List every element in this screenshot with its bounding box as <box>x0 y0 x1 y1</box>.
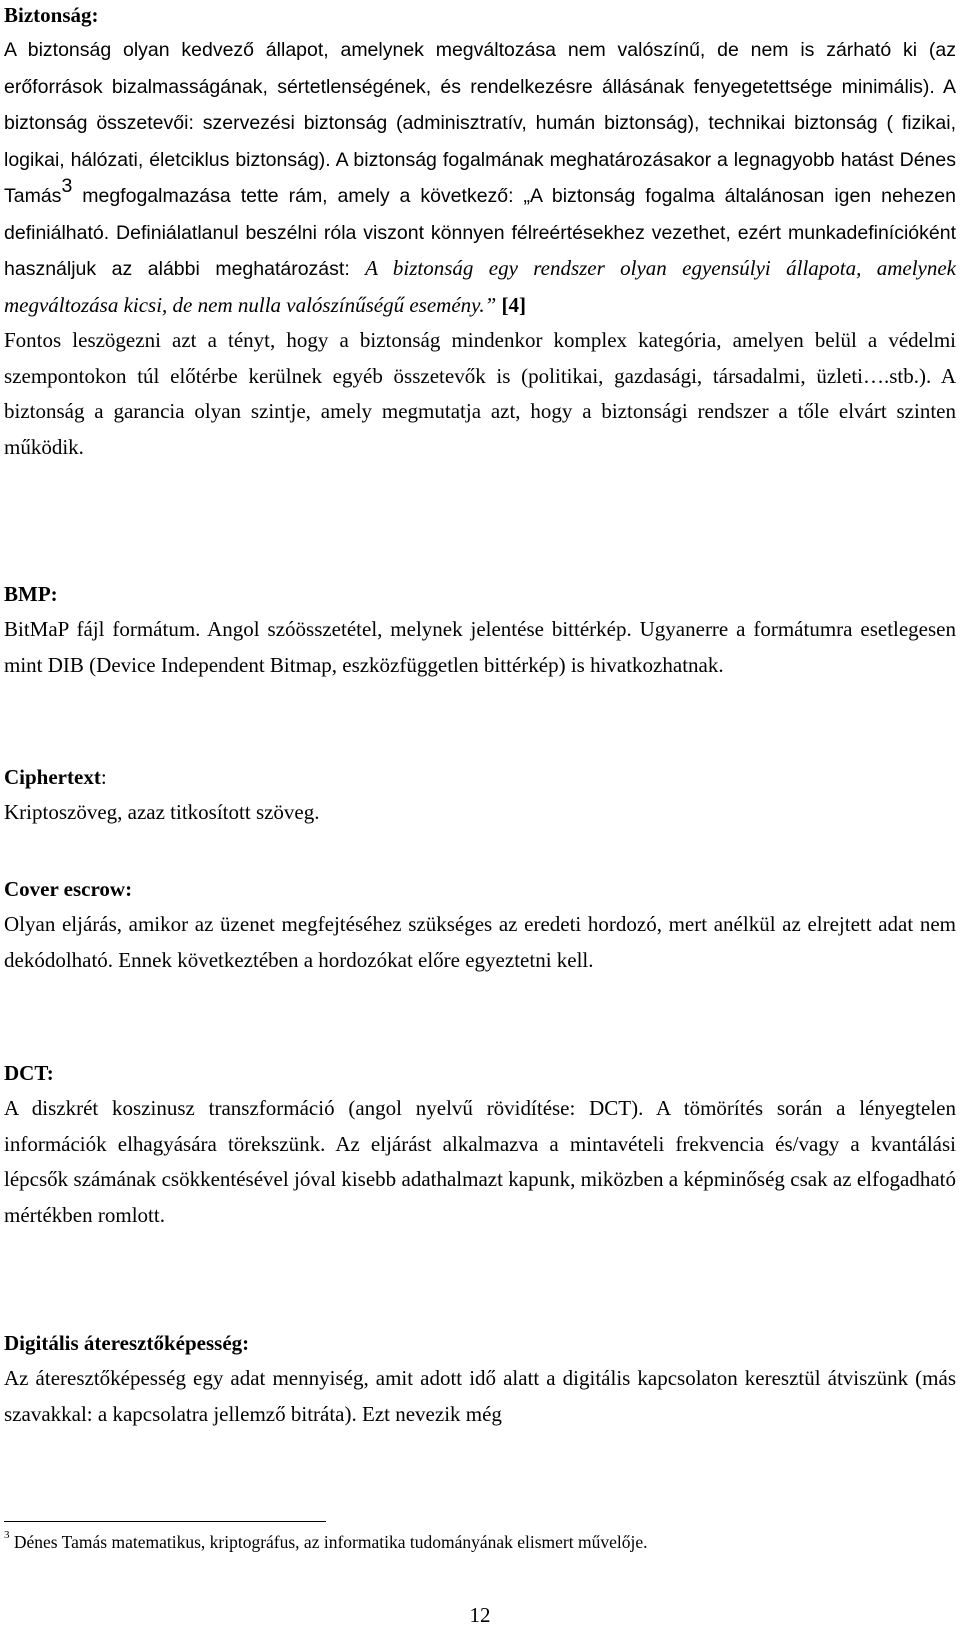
section-digitalis-ateresztokepesseg <box>4 1330 956 1432</box>
definition-paragraph: BitMaP fájl formátum. Angol szóösszetétel, melynek jelentése bittérkép. Ugyanerre a formátumra esetlegesen mint DIB (Device Independent Bitmap, eszközfüggetlen bittérkép) is hivatkozhatnak. <box>4 617 956 677</box>
definition-paragraph: Fontos leszögezni azt a tényt, hogy a biztonság mindenkor komplex kategória, amelyen belül a védelmi szempontokon túl előtérbe kerülnek egyéb összetevők is (politikai, gazdasági, társadalmi, üzleti….stb.). A biztonság a garancia olyan szintje, amely megmutatja azt, hogy a biztonsági rendszer a tőle elvárt szinten működik. <box>4 328 956 459</box>
paragraph-text: megfogalmazása tette rám, amely a következő: „A biztonság fogalma általánosan igen nehezen definiálható. Definiálatlanul beszélni róla viszont könnyen félreértésekhez vezethet, ezért munkadefinícióként használjuk az alábbi meghatározást: <box>4 185 956 280</box>
term-text: Ciphertext <box>4 765 101 789</box>
term-colon: : <box>100 765 107 789</box>
term-heading: BMP: <box>4 582 58 606</box>
footnote-divider <box>4 1521 326 1522</box>
definition-paragraph: Az áteresztőképesség egy adat mennyiség, amit adott idő alatt a digitális kapcsolaton keresztül átviszünk (más szavakkal: a kapcsolatra jellemző bitráta). Ezt nevezik még <box>4 1366 956 1426</box>
term-heading: DCT: <box>4 1061 54 1085</box>
italic-definition: A biztonság egy rendszer olyan egyensúlyi állapota, amelynek megváltozása kicsi, de nem nulla valószínűségű esemény.” <box>4 256 957 317</box>
paragraph-text: A biztonság olyan kedvező állapot, amelynek megváltozása nem valószínű, de nem is zárható ki (az erőforrások bizalmasságának, sértetlenségének, és rendelkezésre állásának fenyegetettsége minimális). A biztonság összetevői: szervezési biztonság (adminisztratív, humán biztonság), technikai biztonság ( fizikai, logikai, hálózati, életciklus biztonság). A biztonság fogalmának meghatározásakor a legnagyobb hatást Dénes Tamás <box>4 39 956 207</box>
term-heading: Digitális áteresztőképesség: <box>4 1331 250 1355</box>
page-number: 12 <box>469 1603 491 1627</box>
term-heading: Biztonság: <box>4 3 99 27</box>
section-biztonsag <box>4 2 956 465</box>
term-heading <box>4 764 956 790</box>
citation-reference: [4] <box>501 292 526 317</box>
definition-paragraph: A diszkrét koszinusz transzformáció (angol nyelvű rövidítése: DCT). A tömörítés során a lényegtelen információk elhagyására törekszünk. Az eljárást alkalmazva a mintavételi frekvencia és/vagy a kvantálási lépcsők számának csökkentésével jóval kisebb adathalmazt kapunk, miközben a képminőség csak az elfogadható mértékben romlott. <box>4 1096 956 1227</box>
footnote-reference: 3 <box>61 175 73 197</box>
section-dct <box>4 1060 956 1233</box>
footnote-text: Dénes Tamás matematikus, kriptográfus, az informatika tudományának elismert művelője. <box>9 1532 648 1552</box>
footnote-number: 3 <box>4 1529 10 1542</box>
section-ciphertext <box>4 764 956 831</box>
definition-paragraph: Olyan eljárás, amikor az üzenet megfejtéséhez szükséges az eredeti hordozó, mert anélkül az elrejtett adat nem dekódolható. Ennek következtében a hordozókat előre egyeztetni kell. <box>4 912 956 972</box>
definition-paragraph: Kriptoszöveg, azaz titkosított szöveg. <box>4 800 320 824</box>
footnote <box>4 1530 956 1554</box>
term-heading: Cover escrow: <box>4 877 133 901</box>
section-bmp <box>4 581 956 683</box>
definition-paragraph <box>4 32 956 323</box>
document-page <box>4 0 956 1636</box>
section-cover-escrow <box>4 876 956 978</box>
